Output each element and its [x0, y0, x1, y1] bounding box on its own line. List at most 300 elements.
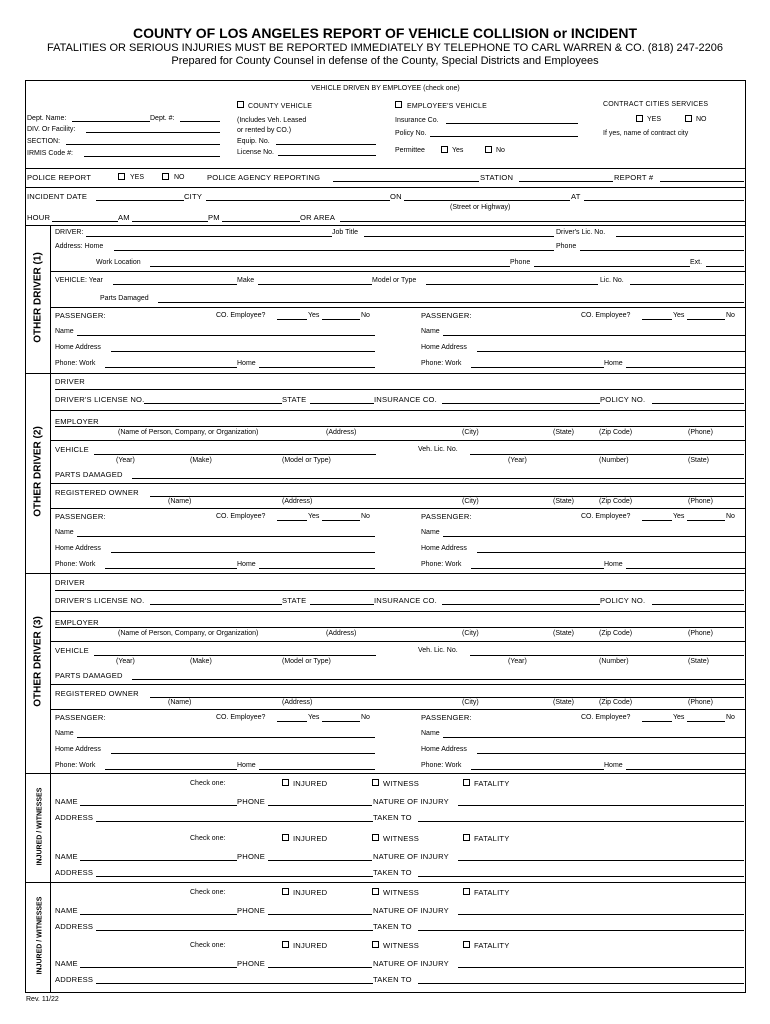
driver2-employer-label: EMPLOYER [55, 417, 99, 426]
w4-nature-line[interactable] [458, 967, 744, 968]
at-line[interactable] [584, 200, 744, 201]
incident-date-line[interactable] [96, 200, 184, 201]
d2-employer-caption-state: (State) [553, 429, 575, 436]
w1-name-line[interactable] [80, 805, 237, 806]
d3-employer-caption-phone: (Phone) [688, 630, 713, 637]
d2-owner-caption-address: (Address) [282, 498, 313, 505]
at-label: AT [571, 192, 581, 201]
d3-parts-damaged-label: PARTS DAMAGED [55, 671, 123, 680]
permittee-no-label: No [496, 147, 505, 154]
w3-phone-line[interactable] [268, 914, 372, 915]
d3-vehicle-caption-number-4: (Number) [599, 658, 629, 665]
d2-co-employee-left-line[interactable] [277, 520, 307, 521]
side-column-divider [50, 225, 51, 993]
driver2-license-line[interactable] [144, 403, 282, 404]
d2-home-left: Home [237, 561, 256, 568]
w4-phone-line[interactable] [268, 967, 372, 968]
d2-home-right-line[interactable] [626, 568, 745, 569]
driver1-ext-label: Ext. [690, 259, 703, 266]
d1-passenger-right-label: PASSENGER: [421, 311, 472, 320]
divider [50, 641, 746, 642]
w1-injured-checkbox[interactable] [282, 779, 289, 786]
driver1-lic-line[interactable] [616, 236, 744, 237]
license-label: License No. [237, 149, 274, 156]
divider [25, 168, 746, 169]
w4-witness-label: WITNESS [383, 941, 419, 950]
w3-phone-label: PHONE [237, 906, 266, 915]
driver2-driver-line[interactable] [55, 389, 744, 390]
report-no-label: REPORT # [614, 173, 654, 182]
w3-name-label: NAME [55, 906, 78, 915]
divider [25, 373, 746, 374]
w1-nature-line[interactable] [458, 805, 744, 806]
police-report-no-checkbox[interactable] [162, 173, 169, 180]
am-label: AM [118, 213, 130, 222]
w3-fatality-checkbox[interactable] [463, 888, 470, 895]
driver3-license-line[interactable] [150, 604, 282, 605]
w2-phone-line[interactable] [268, 860, 372, 861]
w1-witness-checkbox[interactable] [372, 779, 379, 786]
driver2-state-line[interactable] [310, 403, 374, 404]
w4-taken-to-line[interactable] [418, 983, 744, 984]
police-report-yes-label: YES [130, 174, 145, 181]
d3-owner-caption-state: (State) [553, 699, 575, 706]
permittee-label: Permittee [395, 147, 425, 154]
vehicle-section-heading: VEHICLE DRIVEN BY EMPLOYEE (check one) [311, 85, 460, 92]
d3-vehicle-line[interactable] [94, 655, 376, 656]
w2-witness-label: WITNESS [383, 834, 419, 843]
driver1-side-label: OTHER DRIVER (1) [32, 252, 44, 343]
d1-passenger-left-label: PASSENGER: [55, 311, 106, 320]
pm-label: PM [208, 213, 220, 222]
d1-home-right-line[interactable] [626, 367, 745, 368]
dept-name-line[interactable] [72, 121, 150, 122]
d1-home-address-right: Home Address [421, 344, 467, 351]
report-no-line[interactable] [660, 181, 744, 182]
driver1-make-label: Make [237, 277, 255, 284]
w2-name-label: NAME [55, 852, 78, 861]
w3-witness-label: WITNESS [383, 888, 419, 897]
city-label: CITY [184, 192, 203, 201]
d2-home-right: Home [604, 561, 623, 568]
policy-no-label: Policy No. [395, 130, 427, 137]
driver2-employer-line[interactable] [55, 426, 744, 427]
driver1-ext-line[interactable] [706, 266, 744, 267]
w2-nature-label: NATURE OF INJURY [373, 852, 449, 861]
witness-side-label-1: INJURED / WITNESSES [36, 787, 44, 866]
w4-injured-label: INJURED [293, 941, 328, 950]
d2-passenger-left-label: PASSENGER: [55, 512, 106, 521]
equip-line[interactable] [276, 144, 376, 145]
w1-taken-to-label: TAKEN TO [373, 813, 412, 822]
d2-name-left-line[interactable] [77, 536, 375, 537]
page-title: COUNTY OF LOS ANGELES REPORT OF VEHICLE COLLISION or INCIDENT [132, 25, 638, 41]
divider [25, 187, 746, 188]
d2-vehicle-caption-state-5: (State) [688, 457, 710, 464]
d2-veh-lic-label: Veh. Lic. No. [418, 446, 458, 453]
w1-injured-label: INJURED [293, 779, 328, 788]
w1-fatality-checkbox[interactable] [463, 779, 470, 786]
driver1-work-location-line[interactable] [150, 266, 510, 267]
driver1-lic-no-label: Lic. No. [600, 277, 624, 284]
d1-no-right: No [726, 312, 735, 319]
driver1-vehicle-year-label: VEHICLE: Year [55, 277, 103, 284]
divider [50, 410, 746, 411]
d2-vehicle-line[interactable] [94, 454, 376, 455]
contract-yes-checkbox[interactable] [636, 115, 643, 122]
d3-name-right: Name [421, 730, 440, 737]
w2-fatality-label: FATALITY [474, 834, 510, 843]
w3-check-one: Check one: [190, 889, 226, 896]
d3-employer-caption-state: (State) [553, 630, 575, 637]
d2-vehicle-caption-year-0: (Year) [116, 457, 135, 464]
revision-label: Rev. 11/22 [26, 996, 59, 1003]
license-line[interactable] [278, 155, 376, 156]
city-line[interactable] [206, 200, 390, 201]
page-subtitle-2: Prepared for County Counsel in defense of the County, Special Districts and Employees [171, 55, 599, 67]
d2-home-address-left-line[interactable] [111, 552, 375, 553]
w1-fatality-label: FATALITY [474, 779, 510, 788]
w3-address-line[interactable] [96, 930, 373, 931]
street-highway-caption: (Street or Highway) [450, 204, 511, 211]
w2-witness-checkbox[interactable] [372, 834, 379, 841]
d2-employer-caption-address: (Address) [326, 429, 357, 436]
d1-phone-work-left-line[interactable] [105, 367, 237, 368]
d3-veh-lic-line[interactable] [470, 655, 744, 656]
driver1-parts-line[interactable] [158, 302, 744, 303]
divider [25, 773, 746, 774]
w4-phone-label: PHONE [237, 959, 266, 968]
d3-vehicle-caption-model-2: (Model or Type) [282, 658, 331, 665]
hour-pm-line[interactable] [132, 221, 208, 222]
leased-note-1: (Includes Veh. Leased [237, 117, 307, 124]
leased-note-2: or rented by CO.) [237, 127, 292, 134]
d3-no-right: No [726, 714, 735, 721]
contract-yes-label: YES [647, 116, 662, 123]
d2-yes-left-line[interactable] [322, 520, 360, 521]
w2-injured-checkbox[interactable] [282, 834, 289, 841]
d3-co-employee-left-line[interactable] [277, 721, 307, 722]
driver3-employer-line[interactable] [55, 627, 744, 628]
d3-owner-caption-city: (City) [462, 699, 479, 706]
employee-vehicle-checkbox[interactable] [395, 101, 402, 108]
d2-employer-caption-city: (City) [462, 429, 479, 436]
w4-name-line[interactable] [80, 967, 237, 968]
d2-phone-work-left: Phone: Work [55, 561, 96, 568]
police-agency-line[interactable] [333, 181, 479, 182]
d2-home-left-line[interactable] [259, 568, 375, 569]
d2-phone-work-right-line[interactable] [471, 568, 604, 569]
d3-vehicle-caption-make-1: (Make) [190, 658, 212, 665]
d1-home-address-left-line[interactable] [111, 351, 375, 352]
d3-passenger-left-label: PASSENGER: [55, 713, 106, 722]
driver2-license-label: DRIVER'S LICENSE NO. [55, 395, 145, 404]
d3-yes-left: Yes [308, 714, 320, 721]
d3-co-employee-right: CO. Employee? [581, 714, 631, 721]
d3-employer-caption-address: (Address) [326, 630, 357, 637]
driver3-insurance-label: INSURANCE CO. [374, 596, 437, 605]
driver1-driver-label: DRIVER: [55, 229, 84, 236]
divider [25, 225, 746, 226]
driver1-lic-no-line[interactable] [630, 284, 744, 285]
w4-fatality-label: FATALITY [474, 941, 510, 950]
driver1-address-label: Address: Home [55, 243, 104, 250]
w4-address-label: ADDRESS [55, 975, 94, 984]
d3-yes-right: Yes [673, 714, 685, 721]
driver1-work-location-label: Work Location [96, 259, 141, 266]
county-vehicle-label: COUNTY VEHICLE [248, 103, 313, 110]
d3-registered-owner-line[interactable] [150, 697, 744, 698]
d3-home-address-left: Home Address [55, 746, 101, 753]
d3-phone-work-right: Phone: Work [421, 762, 462, 769]
d1-name-right-line[interactable] [443, 335, 745, 336]
d1-name-left: Name [55, 328, 74, 335]
d3-owner-caption-phone: (Phone) [688, 699, 713, 706]
equip-label: Equip. No. [237, 138, 270, 145]
d1-phone-work-right-line[interactable] [471, 367, 604, 368]
w2-fatality-checkbox[interactable] [463, 834, 470, 841]
w1-phone-line[interactable] [268, 805, 372, 806]
d2-vehicle-label: VEHICLE [55, 445, 89, 454]
w4-witness-checkbox[interactable] [372, 941, 379, 948]
section-line[interactable] [66, 144, 220, 145]
divider [50, 611, 746, 612]
station-line[interactable] [519, 181, 613, 182]
div-facility-label: DIV. Or Facility: [27, 126, 76, 133]
w3-witness-checkbox[interactable] [372, 888, 379, 895]
d3-phone-work-left-line[interactable] [105, 769, 237, 770]
w4-address-line[interactable] [96, 983, 373, 984]
d3-home-address-left-line[interactable] [111, 753, 375, 754]
driver3-insurance-line[interactable] [442, 604, 600, 605]
d3-co-employee-left: CO. Employee? [216, 714, 266, 721]
d2-name-left: Name [55, 529, 74, 536]
d2-owner-caption-state: (State) [553, 498, 575, 505]
w3-fatality-label: FATALITY [474, 888, 510, 897]
witness-side-label-2: INJURED / WITNESSES [36, 896, 44, 975]
dept-no-line[interactable] [180, 121, 220, 122]
d2-owner-caption-phone: (Phone) [688, 498, 713, 505]
divider [50, 440, 746, 441]
d1-home-left: Home [237, 360, 256, 367]
d1-no-left: No [361, 312, 370, 319]
driver1-phone-line[interactable] [580, 250, 744, 251]
driver2-insurance-line[interactable] [442, 403, 600, 404]
d3-home-address-right-line[interactable] [477, 753, 745, 754]
d1-phone-work-right: Phone: Work [421, 360, 462, 367]
driver2-policy-line[interactable] [652, 403, 744, 404]
pm-area-line[interactable] [222, 221, 300, 222]
d3-phone-work-left: Phone: Work [55, 762, 96, 769]
d3-registered-owner-label: REGISTERED OWNER [55, 689, 139, 698]
d1-yes-right-line[interactable] [687, 319, 725, 320]
divider [25, 573, 746, 574]
driver3-driver-line[interactable] [55, 590, 744, 591]
d2-no-right: No [726, 513, 735, 520]
w1-phone-label: PHONE [237, 797, 266, 806]
w3-taken-to-label: TAKEN TO [373, 922, 412, 931]
d2-passenger-right-label: PASSENGER: [421, 512, 472, 521]
contract-cities-title: CONTRACT CITIES SERVICES [603, 101, 709, 108]
d1-phone-work-left: Phone: Work [55, 360, 96, 367]
w1-address-label: ADDRESS [55, 813, 94, 822]
driver3-driver-label: DRIVER [55, 578, 85, 587]
irmis-line[interactable] [84, 156, 220, 157]
d3-owner-caption-zip: (Zip Code) [599, 699, 633, 706]
d2-employer-caption-name_of_person: (Name of Person, Company, or Organization) [118, 429, 259, 436]
d2-parts-damaged-line[interactable] [132, 478, 744, 479]
or-area-label: OR AREA [300, 213, 336, 222]
insurance-co-line[interactable] [446, 123, 578, 124]
driver1-parts-label: Parts Damaged [100, 295, 149, 302]
driver1-address-line[interactable] [114, 250, 554, 251]
driver3-policy-label: POLICY NO. [600, 596, 646, 605]
permittee-no-checkbox[interactable] [485, 146, 492, 153]
w2-injured-label: INJURED [293, 834, 328, 843]
w3-nature-label: NATURE OF INJURY [373, 906, 449, 915]
driver1-model-line[interactable] [426, 284, 598, 285]
w2-address-line[interactable] [96, 876, 373, 877]
d2-vehicle-caption-year-3: (Year) [508, 457, 527, 464]
contract-no-label: NO [696, 116, 707, 123]
employee-vehicle-label: EMPLOYEE'S VEHICLE [407, 103, 488, 110]
w1-name-label: NAME [55, 797, 78, 806]
d2-co-employee-right-line[interactable] [642, 520, 672, 521]
driver1-job-title-line[interactable] [364, 236, 554, 237]
driver1-make-line[interactable] [258, 284, 372, 285]
d1-home-right: Home [604, 360, 623, 367]
d3-name-right-line[interactable] [443, 737, 745, 738]
driver3-side-label: OTHER DRIVER (3) [32, 616, 44, 707]
d3-yes-left-line[interactable] [322, 721, 360, 722]
d1-yes-right: Yes [673, 312, 685, 319]
d3-parts-damaged-line[interactable] [132, 679, 744, 680]
w2-address-label: ADDRESS [55, 868, 94, 877]
divider [25, 882, 746, 883]
policy-no-line[interactable] [430, 136, 578, 137]
driver3-state-line[interactable] [310, 604, 374, 605]
page-subtitle: FATALITIES OR SERIOUS INJURIES MUST BE REPORTED IMMEDIATELY BY TELEPHONE TO CARL WARREN & CO. (818) 247-2206 [46, 42, 724, 54]
driver3-policy-line[interactable] [652, 604, 744, 605]
driver1-phone-label: Phone [556, 243, 577, 250]
d2-home-address-right-line[interactable] [477, 552, 745, 553]
station-label: STATION [480, 173, 514, 182]
divider [50, 271, 746, 272]
d3-name-left-line[interactable] [77, 737, 375, 738]
d3-phone-work-right-line[interactable] [471, 769, 604, 770]
w1-address-line[interactable] [96, 821, 373, 822]
contract-city-label: If yes, name of contract city [603, 130, 689, 137]
dept-name-label: Dept. Name: [27, 115, 67, 122]
d1-co-employee-right-line[interactable] [642, 319, 672, 320]
driver1-work-phone-label: Phone [510, 259, 531, 266]
w2-taken-to-line[interactable] [418, 876, 744, 877]
d1-yes-left-line[interactable] [322, 319, 360, 320]
d2-vehicle-caption-make-1: (Make) [190, 457, 212, 464]
d2-phone-work-left-line[interactable] [105, 568, 237, 569]
w4-taken-to-label: TAKEN TO [373, 975, 412, 984]
d2-parts-damaged-label: PARTS DAMAGED [55, 470, 123, 479]
d2-yes-left: Yes [308, 513, 320, 520]
d1-name-right: Name [421, 328, 440, 335]
d3-home-right-line[interactable] [626, 769, 745, 770]
w1-witness-label: WITNESS [383, 779, 419, 788]
driver1-year-line[interactable] [113, 284, 237, 285]
driver2-policy-label: POLICY NO. [600, 395, 646, 404]
d2-registered-owner-line[interactable] [150, 496, 744, 497]
on-street-line[interactable] [404, 200, 570, 201]
w3-taken-to-line[interactable] [418, 930, 744, 931]
w2-nature-line[interactable] [458, 860, 744, 861]
permittee-yes-checkbox[interactable] [441, 146, 448, 153]
d2-employer-caption-zip: (Zip Code) [599, 429, 633, 436]
d3-employer-caption-city: (City) [462, 630, 479, 637]
police-report-label: POLICE REPORT [27, 173, 92, 182]
w3-name-line[interactable] [80, 914, 237, 915]
d2-co-employee-right: CO. Employee? [581, 513, 631, 520]
divider [50, 483, 746, 484]
d3-co-employee-right-line[interactable] [642, 721, 672, 722]
contract-no-checkbox[interactable] [685, 115, 692, 122]
d2-no-left: No [361, 513, 370, 520]
d2-yes-right-line[interactable] [687, 520, 725, 521]
d2-veh-lic-line[interactable] [470, 454, 744, 455]
dept-no-label: Dept. #: [150, 115, 175, 122]
d3-vehicle-caption-year-3: (Year) [508, 658, 527, 665]
d2-owner-caption-city: (City) [462, 498, 479, 505]
d2-vehicle-caption-model-2: (Model or Type) [282, 457, 331, 464]
w4-nature-label: NATURE OF INJURY [373, 959, 449, 968]
d3-home-left-line[interactable] [259, 769, 375, 770]
or-area-line[interactable] [340, 221, 746, 222]
d2-name-right-line[interactable] [443, 536, 745, 537]
d1-co-employee-right: CO. Employee? [581, 312, 631, 319]
w2-name-line[interactable] [80, 860, 237, 861]
driver2-side-label: OTHER DRIVER (2) [32, 426, 44, 517]
county-vehicle-checkbox[interactable] [237, 101, 244, 108]
d1-home-left-line[interactable] [259, 367, 375, 368]
d1-name-left-line[interactable] [77, 335, 375, 336]
d1-co-employee-left-line[interactable] [277, 319, 307, 320]
passenger-divider [50, 508, 746, 509]
w4-fatality-checkbox[interactable] [463, 941, 470, 948]
w4-injured-checkbox[interactable] [282, 941, 289, 948]
hour-am-line[interactable] [52, 221, 118, 222]
passenger-divider [50, 709, 746, 710]
div-facility-line[interactable] [86, 132, 220, 133]
driver1-work-phone-line[interactable] [534, 266, 690, 267]
police-report-no-label: NO [174, 174, 185, 181]
d2-name-right: Name [421, 529, 440, 536]
w3-nature-line[interactable] [458, 914, 744, 915]
d1-home-address-left: Home Address [55, 344, 101, 351]
d2-phone-work-right: Phone: Work [421, 561, 462, 568]
w3-injured-checkbox[interactable] [282, 888, 289, 895]
w1-taken-to-line[interactable] [418, 821, 744, 822]
d1-home-address-right-line[interactable] [477, 351, 745, 352]
d3-passenger-right-label: PASSENGER: [421, 713, 472, 722]
w1-check-one: Check one: [190, 780, 226, 787]
police-report-yes-checkbox[interactable] [118, 173, 125, 180]
d3-veh-lic-label: Veh. Lic. No. [418, 647, 458, 654]
d3-yes-right-line[interactable] [687, 721, 725, 722]
driver1-driver-line[interactable] [86, 236, 332, 237]
d3-owner-caption-address: (Address) [282, 699, 313, 706]
driver3-state-label: STATE [282, 596, 307, 605]
permittee-yes-label: Yes [452, 147, 464, 154]
w4-name-label: NAME [55, 959, 78, 968]
d2-home-address-left: Home Address [55, 545, 101, 552]
